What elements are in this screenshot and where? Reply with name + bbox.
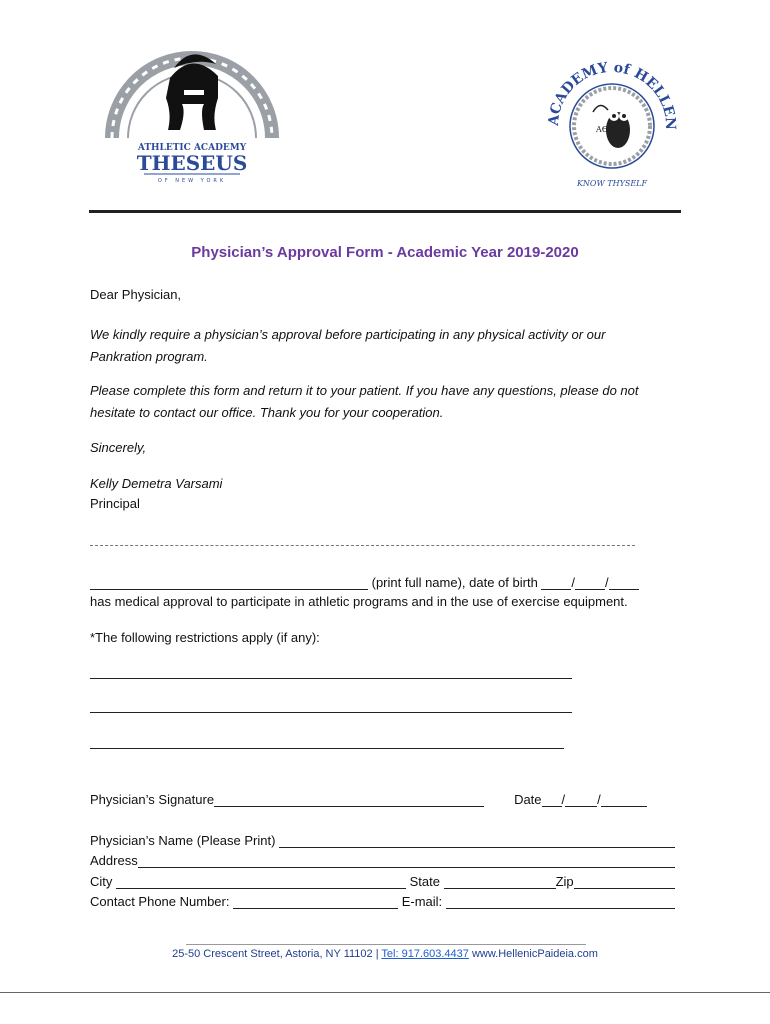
phone-email-row [90,889,675,909]
email-field[interactable] [446,893,675,909]
form-title: Physician’s Approval Form - Academic Year 2019-2020 [191,244,579,261]
approval-text: has medical approval to participate in athletic programs and in the use of exercise equipment. [90,594,628,609]
restriction-line-1[interactable] [90,678,572,679]
theseus-line2: THESEUS [136,151,248,175]
phone-field[interactable] [233,893,398,909]
letter-paragraph-2-line-2: hesitate to contact our office. Thank you for your cooperation. [90,405,444,420]
theseus-logo [100,38,285,188]
print-name-label: (print full name), date of birth [368,575,542,590]
signature-row: Physician’s Signature Date / / [90,787,675,807]
state-field[interactable] [444,873,556,889]
state-label: State [406,874,444,889]
zip-label: Zip [555,874,574,889]
footer-website: www.HellenicPaideia.com [468,948,598,960]
patient-name-field[interactable] [90,574,368,590]
letter-paragraph-1-line-2: Pankration program. [90,349,208,364]
paideia-bottom-text: KNOW THYSELF [576,179,648,188]
email-label: E-mail: [398,894,446,909]
city-label: City [90,874,116,889]
date-day-field[interactable] [565,791,597,807]
dob-year-field[interactable] [609,574,639,590]
address-label: Address [90,853,138,868]
hellenic-paideia-logo [538,40,686,192]
letter-paragraph-2-line-1: Please complete this form and return it to your patient. If you have any questions, please do not [90,383,639,398]
signer-title: Principal [90,496,140,511]
physician-name-label: Physician’s Name (Please Print) [90,833,280,848]
date-year-field[interactable] [601,791,647,807]
footer [0,948,770,960]
theseus-line1: ATHLETIC ACADEMY [137,143,247,153]
closing: Sincerely, [90,440,147,455]
physician-name-field[interactable] [279,832,675,848]
svg-text:ACADEMY of HELLENIC PAIDEIA [538,40,678,130]
zip-field[interactable] [574,873,675,889]
cut-line [90,545,635,546]
restriction-line-2[interactable] [90,712,572,713]
letter-paragraph-1-line-1: We kindly require a physician’s approval before participating in any physical activity or our [90,327,606,342]
footer-address: 25-50 Crescent Street, Astoria, NY 11102 | [172,948,382,960]
city-field[interactable] [116,873,406,889]
date-month-field[interactable] [542,791,562,807]
date-label: Date [514,792,542,807]
paideia-inner-text: ΑΘΗ [596,125,616,134]
patient-name-row: (print full name), date of birth / / [90,570,675,590]
address-row [90,848,675,868]
signature-field[interactable] [214,791,484,807]
header-divider [89,210,681,213]
footer-phone-link[interactable]: Tel: 917.603.4437 [381,948,469,960]
restrictions-label: *The following restrictions apply (if any): [90,630,320,645]
paideia-ring-text: ACADEMY of HELLEN [545,59,679,131]
phone-label: Contact Phone Number: [90,894,234,909]
dob-month-field[interactable] [541,574,571,590]
theseus-line3: OF NEW YORK [157,178,227,184]
salutation: Dear Physician, [90,287,182,302]
city-state-zip-row [90,869,675,889]
address-field[interactable] [138,852,675,868]
restriction-line-3[interactable] [90,748,564,749]
page-bottom-divider [0,992,770,993]
dob-day-field[interactable] [575,574,605,590]
signature-label: Physician’s Signature [90,792,215,807]
signer-name: Kelly Demetra Varsami [90,476,223,491]
footer-divider [186,944,586,945]
physician-name-row [90,828,675,848]
